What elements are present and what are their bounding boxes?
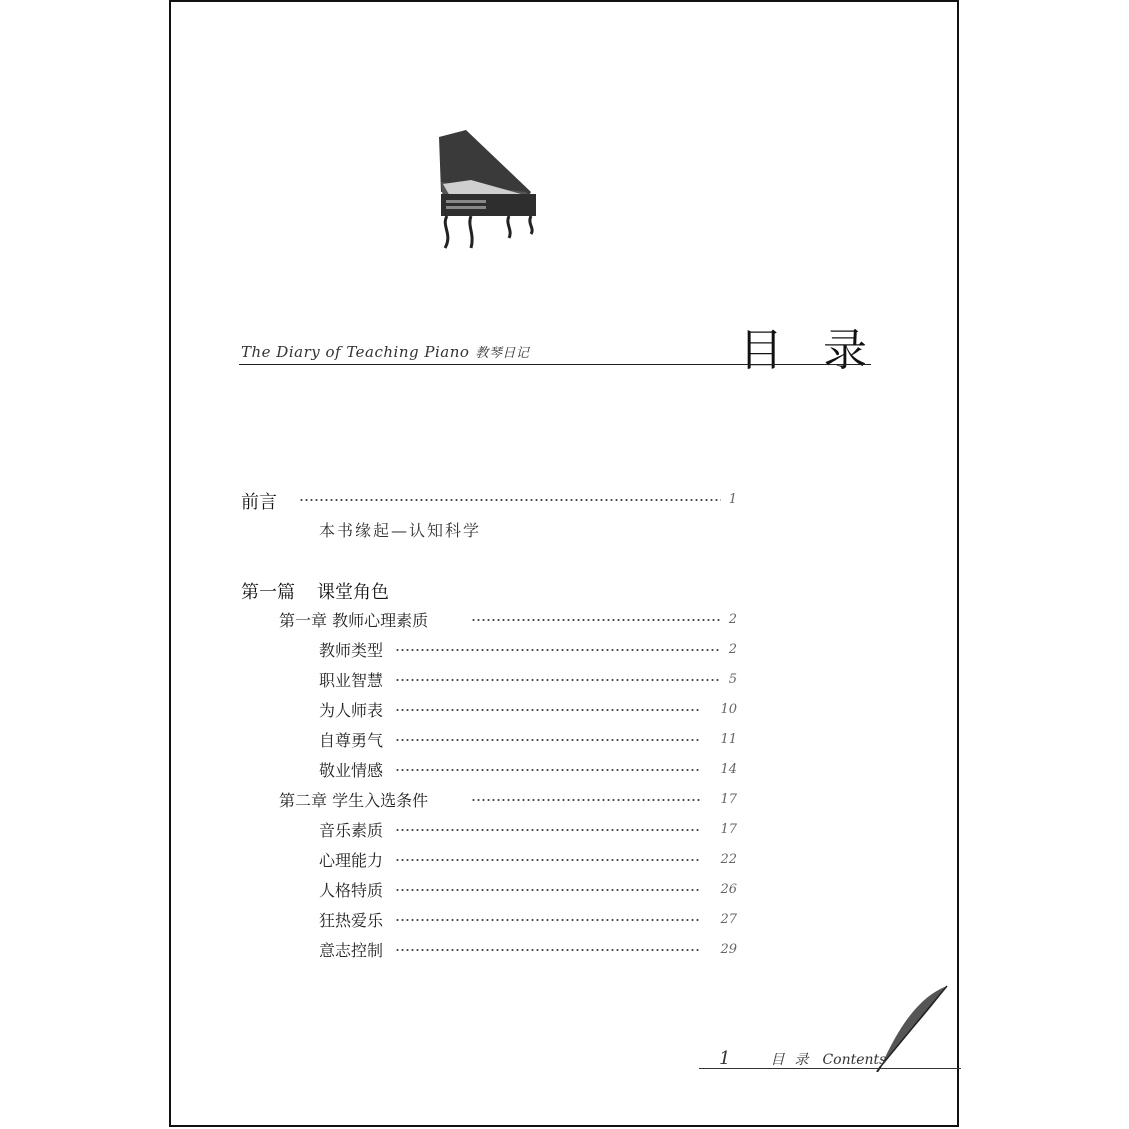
toc-page-number: 1 [728,492,737,507]
toc-section-label: 意志控制 [319,941,384,960]
toc-section-label: 自尊勇气 [319,731,384,750]
toc-preface-note: 本书缘起—认知科学 [319,521,482,540]
toc-page-number: 2 [728,612,737,627]
toc-chapter-label: 第一章 教师心理素质 [279,611,429,630]
toc-section[interactable] [319,908,383,931]
toc-page-number: 17 [720,792,737,807]
toc-part-heading[interactable] [241,578,389,604]
toc-leader-dots [395,649,721,651]
toc-section[interactable] [319,848,383,871]
toc-section[interactable] [319,638,383,661]
toc-page-number: 5 [728,672,737,687]
toc-leader-dots [395,889,701,891]
toc-section[interactable] [319,728,383,751]
toc-section[interactable] [319,668,383,691]
toc-section-label: 为人师表 [319,701,384,720]
toc-section-label: 教师类型 [319,641,384,660]
toc-page-number: 2 [728,642,737,657]
toc-leader-dots [395,829,701,831]
toc-section[interactable] [319,818,383,841]
toc-page-number: 14 [720,762,737,777]
toc-leader-dots [471,799,701,801]
toc-section[interactable] [319,938,383,961]
toc-part-label: 第一篇 [241,582,295,603]
toc-chapter-label: 第二章 学生入选条件 [279,791,429,810]
toc-leader-dots [395,949,701,951]
toc-leader-dots [395,919,701,921]
toc-entry-preface[interactable] [241,488,277,514]
book-subtitle [241,342,529,361]
toc-leader-dots [395,679,721,681]
toc-leader-dots [471,619,721,621]
footer-label-cn: 目录 [770,1052,819,1068]
toc-section-label: 心理能力 [319,851,384,870]
toc-leader-dots [395,739,701,741]
toc-page-number: 22 [720,852,737,867]
toc-leader-dots [299,499,721,501]
toc-section[interactable] [319,758,383,781]
book-subtitle-cn: 教琴日记 [475,346,530,361]
toc-section-label: 职业智慧 [319,671,384,690]
toc-entry-label: 前言 [241,492,277,513]
harpsichord-illustration [431,122,551,252]
toc-chapter-1[interactable] [279,608,428,631]
footer-page-number: 1 [719,1048,731,1069]
toc-section-label: 音乐素质 [319,821,384,840]
toc-leader-dots [395,709,701,711]
footer-divider [699,1068,961,1069]
header-divider [239,364,871,365]
toc-page-number: 17 [720,822,737,837]
book-page [169,0,959,1127]
toc-page-number: 10 [720,702,737,717]
toc-part-name: 课堂角色 [317,582,389,603]
book-subtitle-en: The Diary of Teaching Piano [241,343,470,361]
page-footer [719,1048,886,1069]
toc-page-number: 26 [720,882,737,897]
toc-leader-dots [395,859,701,861]
toc-section[interactable] [319,878,383,901]
toc-page-number: 27 [720,912,737,927]
toc-leader-dots [395,769,701,771]
toc-page-number: 29 [720,942,737,957]
page-title: 目录 [739,325,907,376]
footer-label-en: Contents [822,1052,887,1068]
toc-page-number: 11 [720,732,737,747]
toc-chapter-2[interactable] [279,788,428,811]
toc-section-label: 敬业情感 [319,761,384,780]
toc-section-label: 狂热爱乐 [319,911,384,930]
toc-section[interactable] [319,698,383,721]
toc-section-label: 人格特质 [319,881,384,900]
